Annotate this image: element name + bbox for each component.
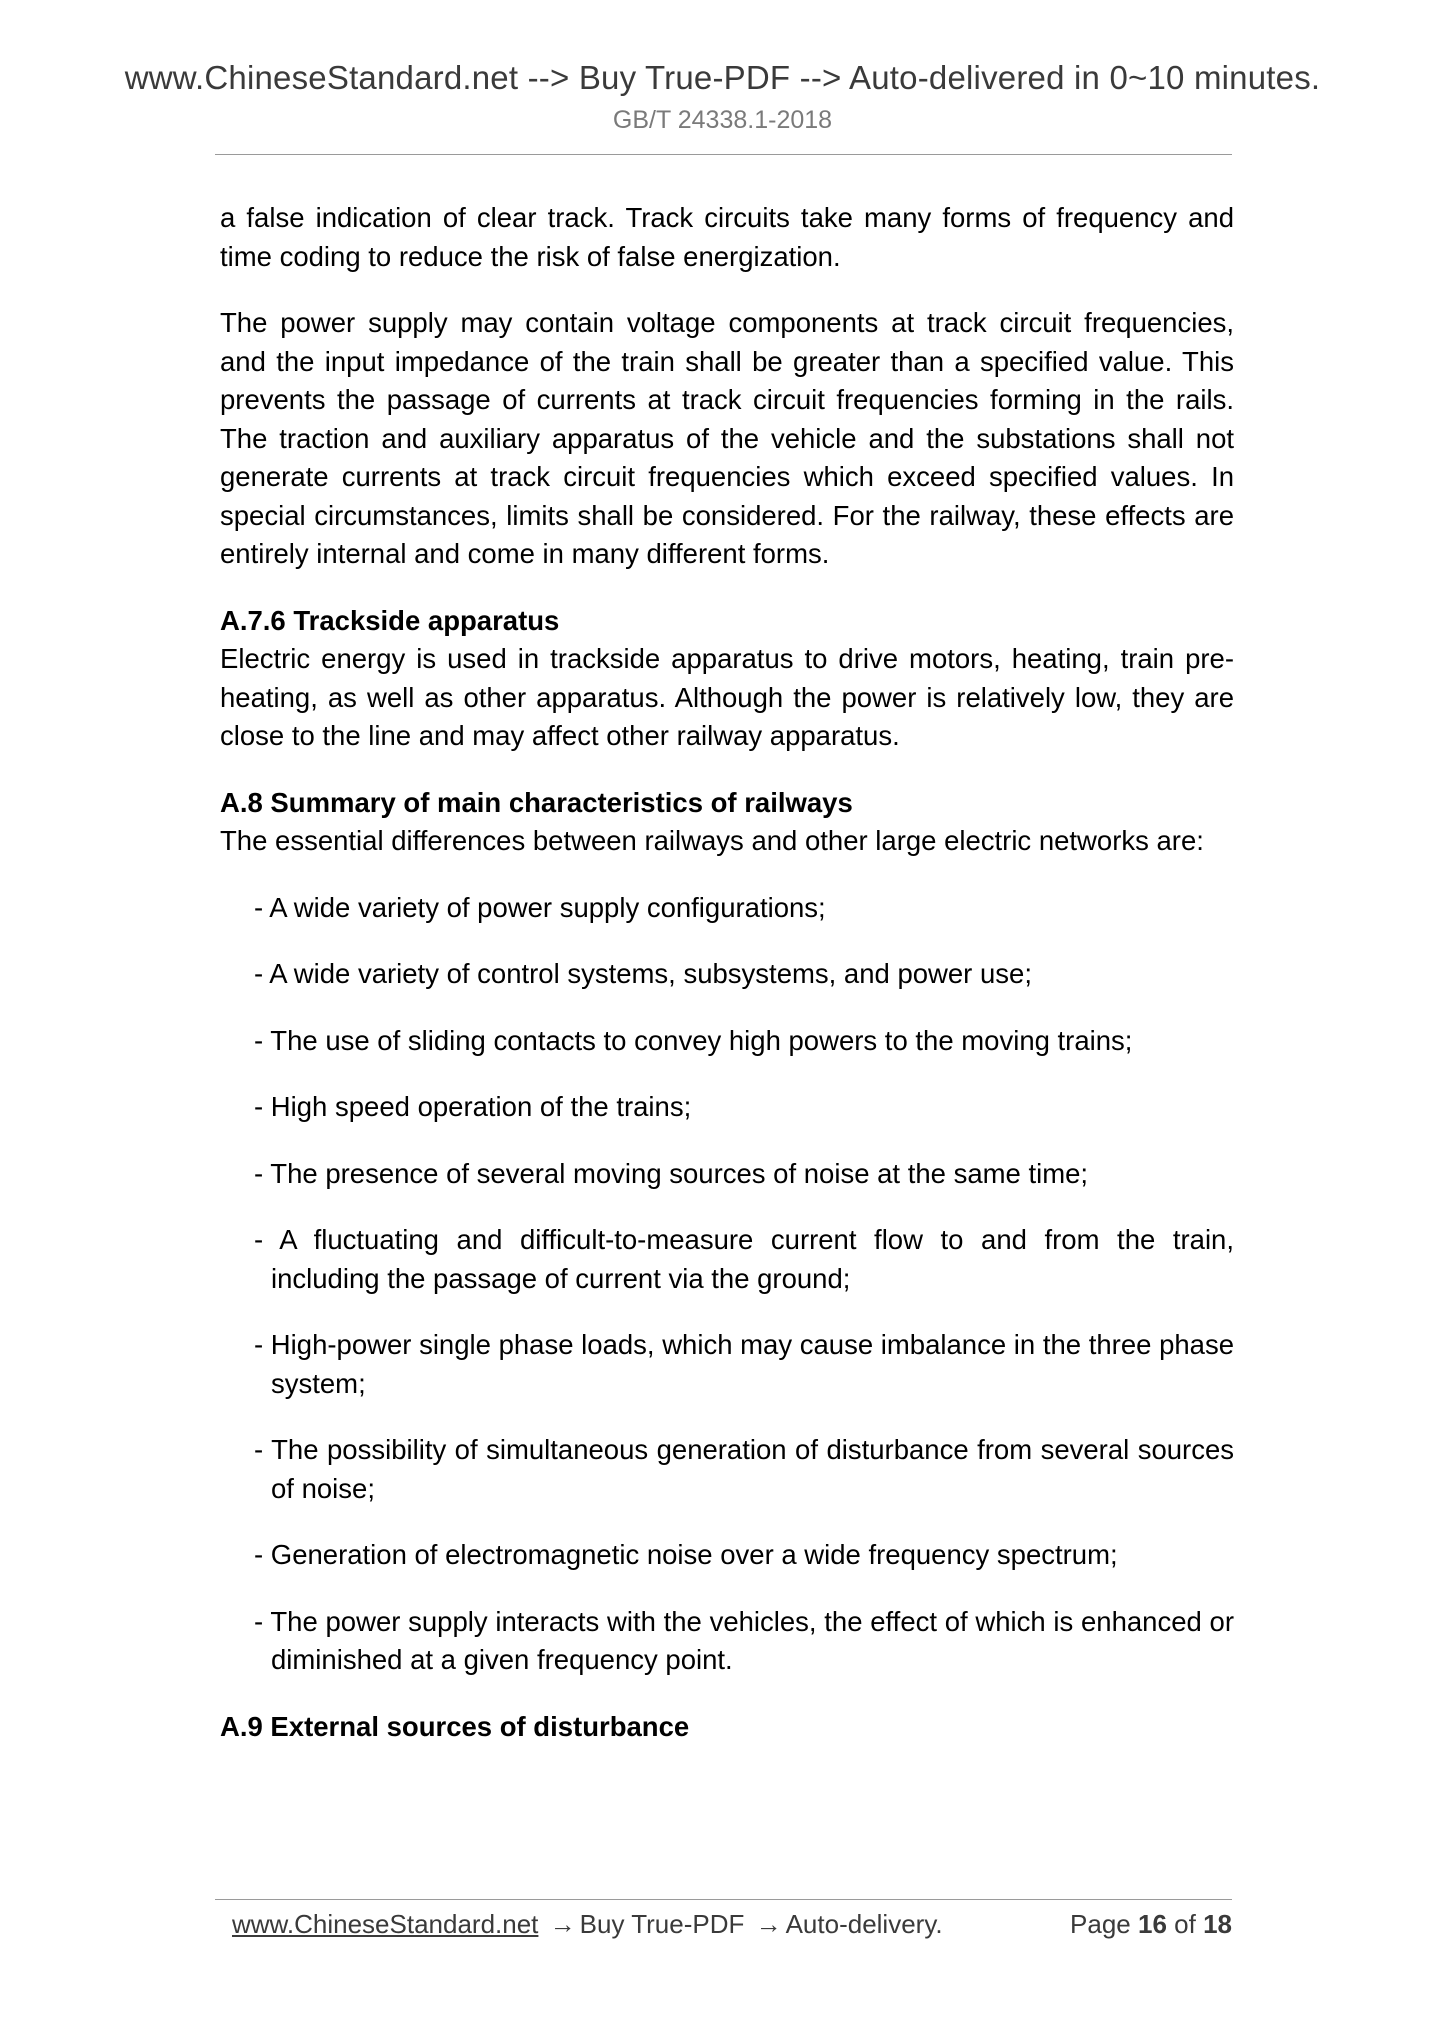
page-number bbox=[1070, 1902, 1232, 1946]
footer-site-link[interactable]: www.ChineseStandard.net bbox=[232, 1909, 539, 1939]
page-current: 16 bbox=[1138, 1909, 1167, 1939]
paragraph-trackside-energy: Electric energy is used in trackside apparatus to drive motors, heating, train pre-heating, as well as other apparatus. Although the power is relatively low, they are close to the line and may affect other railway apparatus. bbox=[220, 643, 1234, 751]
arrow-right-icon: → bbox=[755, 1909, 782, 1939]
heading-a9-external-sources: A.9 External sources of disturbance bbox=[220, 1710, 690, 1742]
footer-delivery-text: Auto-delivery. bbox=[785, 1909, 943, 1939]
header-divider bbox=[215, 154, 1232, 155]
paragraph-power-supply-impedance: The power supply may contain voltage components at track circuit frequencies, and the input impedance of the train shall be greater than a specified value. This prevents the passage of currents at track circuit frequencies forming in the rails. The traction and auxiliary apparatus of the vehicle and the substations shall not generate currents at track circuit frequencies which exceed specified values. In special circumstances, limits shall be considered. For the railway, these effects are entirely internal and come in many different forms. bbox=[220, 307, 1234, 569]
footer-divider bbox=[215, 1899, 1232, 1900]
of-word: of bbox=[1174, 1909, 1196, 1939]
list-item: - The presence of several moving sources of noise at the same time; bbox=[254, 1157, 1089, 1189]
arrow-right-icon: → bbox=[549, 1909, 576, 1939]
standard-code: GB/T 24338.1-2018 bbox=[612, 106, 833, 134]
list-item: - The possibility of simultaneous generation of disturbance from several sources of noise; bbox=[254, 1434, 1234, 1504]
page-total: 18 bbox=[1203, 1909, 1232, 1939]
list-item: - The use of sliding contacts to convey high powers to the moving trains; bbox=[254, 1024, 1133, 1056]
heading-a76-trackside-apparatus: A.7.6 Trackside apparatus bbox=[220, 604, 560, 636]
header-banner: www.ChineseStandard.net --> Buy True-PDF --> Auto-delivered in 0~10 minutes. bbox=[124, 59, 1321, 96]
list-item: - The power supply interacts with the vehicles, the effect of which is enhanced or diminished at a given frequency point. bbox=[254, 1605, 1234, 1675]
heading-a8-summary: A.8 Summary of main characteristics of railways bbox=[220, 786, 853, 818]
list-item: - High speed operation of the trains; bbox=[254, 1091, 692, 1122]
paragraph-essential-differences: The essential differences between railways and other large electric networks are: bbox=[220, 825, 1204, 856]
list-item: - A wide variety of control systems, subsystems, and power use; bbox=[254, 958, 1032, 989]
paragraph-track-circuit-coding: a false indication of clear track. Track circuits take many forms of frequency and time coding to reduce the risk of false energization. bbox=[220, 202, 1234, 272]
page-footer bbox=[232, 1902, 1232, 1946]
page-content bbox=[220, 199, 1234, 1746]
footer-buy-text: Buy True-PDF bbox=[579, 1909, 745, 1939]
list-item: - A fluctuating and difficult-to-measure current flow to and from the train, including the passage of current via the ground; bbox=[254, 1224, 1234, 1294]
page-word: Page bbox=[1070, 1909, 1131, 1939]
list-item: - High-power single phase loads, which may cause imbalance in the three phase system; bbox=[254, 1329, 1234, 1399]
list-item: - Generation of electromagnetic noise over a wide frequency spectrum; bbox=[254, 1539, 1118, 1570]
list-item: - A wide variety of power supply configurations; bbox=[254, 891, 826, 923]
differences-list bbox=[220, 889, 1234, 1680]
